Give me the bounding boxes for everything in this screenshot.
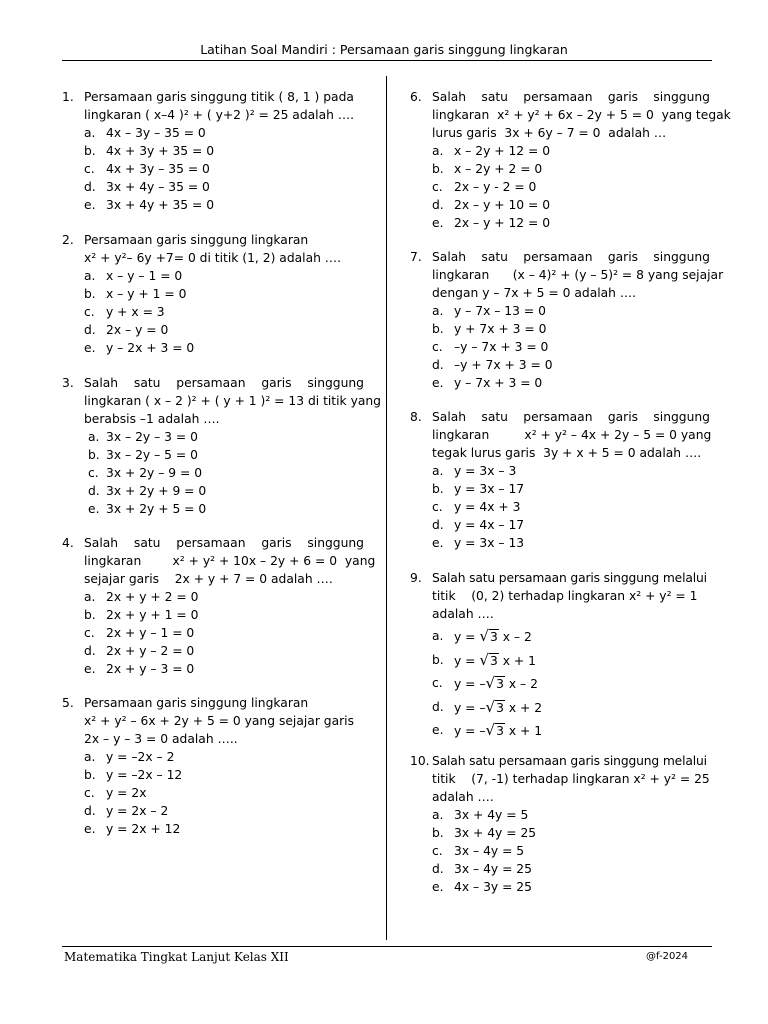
option-a[interactable] (432, 302, 710, 320)
question-number: 5. (62, 696, 74, 710)
option-e[interactable] (84, 820, 364, 838)
option-letter: d. (432, 699, 444, 714)
option-pre: y = – (454, 724, 486, 738)
option-text: y – 7x + 3 = 0 (454, 376, 543, 390)
option-d[interactable] (432, 516, 710, 534)
option-c[interactable] (84, 160, 364, 178)
option-text: 2x – y = 0 (106, 323, 169, 337)
question-number: 9. (410, 571, 422, 585)
option-letter: c. (432, 340, 443, 354)
question-stem-line: x² + y² – 6x + 2y + 5 = 0 yang sejajar garis (84, 714, 355, 728)
option-pre: y = (454, 653, 480, 668)
question-stem-line: lingkaran ( x–4 )² + ( y+2 )² = 25 adalah …. (84, 108, 355, 122)
option-letter: a. (84, 269, 96, 283)
option-b[interactable] (84, 766, 364, 784)
option-letter: d. (432, 862, 444, 876)
question-number: 2. (62, 233, 74, 247)
option-letter: d. (432, 358, 444, 372)
question-stem-line: Salah satu persamaan garis singgung (84, 376, 364, 390)
option-letter: d. (84, 644, 96, 658)
option-text: 2x – y + 10 = 0 (454, 198, 551, 212)
option-e[interactable] (432, 721, 710, 745)
option-letter: d. (84, 180, 96, 194)
option-b[interactable] (84, 606, 364, 624)
option-text: 2x + y – 1 = 0 (106, 626, 195, 640)
option-c[interactable] (84, 303, 364, 321)
option-text (454, 651, 536, 670)
question-stem-line: titik (7, -1) terhadap lingkaran x² + y² = 25 (432, 772, 710, 786)
option-letter: b. (432, 322, 444, 336)
option-letter: c. (432, 676, 443, 690)
option-b[interactable] (432, 160, 710, 178)
footer-divider (62, 946, 712, 947)
option-e[interactable] (84, 500, 364, 518)
option-e[interactable] (432, 214, 710, 232)
option-e[interactable] (84, 339, 364, 357)
option-letter: c. (84, 305, 95, 319)
option-c[interactable] (84, 624, 364, 642)
option-d[interactable] (84, 802, 364, 820)
option-letter: d. (432, 518, 444, 532)
question-stem-line: adalah …. (432, 790, 494, 804)
question-stem-line: lingkaran x² + y² + 6x – 2y + 5 = 0 yang tegak (432, 108, 731, 122)
option-c[interactable] (432, 842, 710, 860)
option-letter: e. (88, 502, 100, 516)
question-stem-line: titik (0, 2) terhadap lingkaran x² + y² = 1 (432, 589, 698, 603)
option-text: 3x + 4y = 5 (454, 808, 529, 822)
question-stem-line: sejajar garis 2x + y + 7 = 0 adalah …. (84, 572, 333, 586)
option-text: 3x + 2y + 9 = 0 (106, 484, 207, 498)
option-post: x – 2 (498, 630, 532, 644)
option-letter: e. (432, 536, 444, 550)
option-text: 4x – 3y = 25 (454, 880, 532, 894)
option-text: 4x – 3y – 35 = 0 (106, 126, 206, 140)
option-e[interactable] (84, 196, 364, 214)
option-post: x + 1 (498, 653, 536, 668)
option-text: 2x + y + 2 = 0 (106, 590, 199, 604)
option-post: x + 2 (504, 700, 543, 715)
question-stem-line: Salah satu persamaan garis singgung melalui (432, 754, 707, 768)
option-text: y = 2x + 12 (106, 822, 181, 836)
question-stem-line: lingkaran x² + y² + 10x – 2y + 6 = 0 yang (84, 554, 376, 568)
question-stem-line: x² + y²– 6y +7= 0 di titik (1, 2) adalah …. (84, 251, 342, 265)
option-text: 3x – 4y = 25 (454, 862, 532, 876)
option-text: 3x – 4y = 5 (454, 844, 525, 858)
option-e[interactable] (84, 660, 364, 678)
option-text: y – 2x + 3 = 0 (106, 341, 195, 355)
option-pre: y = – (454, 700, 486, 715)
option-text: 2x + y – 2 = 0 (106, 644, 195, 658)
option-b[interactable] (432, 824, 710, 842)
question-number: 1. (62, 90, 74, 104)
option-text (454, 627, 532, 646)
option-text: 2x + y + 1 = 0 (106, 608, 199, 622)
option-c[interactable] (84, 784, 364, 802)
question-stem-line: Persamaan garis singgung titik ( 8, 1 ) pada (84, 90, 354, 104)
footer-course-title: Matematika Tingkat Lanjut Kelas XII (64, 950, 289, 964)
option-letter: a. (432, 464, 444, 478)
sqrt-icon: √ (485, 697, 496, 716)
option-b[interactable] (84, 446, 364, 464)
option-b[interactable] (84, 142, 364, 160)
radicand: 3 (496, 724, 504, 738)
option-letter: c. (432, 500, 443, 514)
option-a[interactable] (84, 124, 364, 142)
option-a[interactable] (84, 748, 364, 766)
option-text: y + 7x + 3 = 0 (454, 322, 547, 336)
option-a[interactable] (432, 806, 710, 824)
option-c[interactable] (84, 464, 364, 482)
option-letter: b. (432, 826, 444, 840)
option-letter: e. (432, 216, 444, 230)
option-b[interactable] (432, 480, 710, 498)
question-stem-line: tegak lurus garis 3y + x + 5 = 0 adalah …. (432, 446, 702, 460)
option-letter: d. (88, 484, 100, 498)
option-text: y = –2x – 12 (106, 768, 183, 782)
sqrt-icon: √ (485, 721, 496, 739)
option-a[interactable] (432, 627, 710, 651)
option-c[interactable] (432, 178, 710, 196)
question-stem-line: 2x – y – 3 = 0 adalah ….. (84, 732, 238, 746)
question-stem-line: Persamaan garis singgung lingkaran (84, 696, 309, 710)
option-letter: e. (432, 880, 444, 894)
option-post: x – 2 (504, 677, 538, 691)
option-d[interactable] (432, 860, 710, 878)
option-text: 4x + 3y – 35 = 0 (106, 162, 210, 176)
question-stem-line: lurus garis 3x + 6y – 7 = 0 adalah … (432, 126, 667, 140)
option-text: 3x + 4y – 35 = 0 (106, 180, 210, 194)
option-c[interactable] (432, 498, 710, 516)
question-stem-line: Persamaan garis singgung lingkaran (84, 233, 309, 247)
option-text: y = 2x (106, 786, 147, 800)
option-text: 3x + 2y + 5 = 0 (106, 502, 207, 516)
option-text: –y + 7x + 3 = 0 (454, 358, 553, 372)
radicand: 3 (496, 700, 504, 715)
option-letter: e. (84, 822, 96, 836)
sqrt-icon: √ (479, 650, 489, 669)
question-stem-line: Salah satu persamaan garis singgung (432, 410, 710, 424)
option-letter: c. (84, 626, 95, 640)
sqrt-icon: √ (485, 674, 496, 692)
option-text: x – y – 1 = 0 (106, 269, 183, 283)
option-letter: e. (432, 376, 444, 390)
option-a[interactable] (84, 267, 364, 285)
option-a[interactable] (84, 588, 364, 606)
question-stem-line: lingkaran ( x – 2 )² + ( y + 1 )² = 13 di titik yang (84, 394, 381, 408)
option-letter: b. (84, 144, 96, 158)
option-text (454, 721, 542, 740)
footer-author-tag: @f-2024 (646, 951, 689, 962)
option-b[interactable] (432, 651, 710, 675)
page-title: Latihan Soal Mandiri : Persamaan garis singgung lingkaran (200, 42, 568, 57)
option-letter: e. (84, 198, 96, 212)
question-stem-line: lingkaran x² + y² – 4x + 2y – 5 = 0 yang (432, 428, 712, 442)
question-number: 6. (410, 90, 422, 104)
option-d[interactable] (84, 482, 364, 500)
column-divider (386, 76, 387, 940)
option-letter: a. (84, 750, 96, 764)
option-pre: y = (454, 630, 480, 644)
option-letter: e. (84, 662, 96, 676)
option-letter: b. (84, 608, 96, 622)
option-d[interactable] (432, 356, 710, 374)
option-text: 3x + 2y – 9 = 0 (106, 466, 203, 480)
option-letter: a. (84, 590, 96, 604)
option-e[interactable] (432, 374, 710, 392)
option-letter: a. (88, 430, 100, 444)
header-divider (62, 60, 712, 61)
option-text: 2x + y – 3 = 0 (106, 662, 195, 676)
option-text: 2x – y - 2 = 0 (454, 180, 537, 194)
option-letter: d. (84, 804, 96, 818)
option-c[interactable] (432, 338, 710, 356)
question-number: 7. (410, 250, 422, 264)
option-text: x – 2y + 2 = 0 (454, 162, 543, 176)
radicand: 3 (489, 653, 498, 668)
option-letter: a. (432, 304, 444, 318)
question-stem-line: adalah …. (432, 607, 494, 621)
option-text: y = 3x – 13 (454, 536, 525, 550)
question-stem-line: lingkaran (x – 4)² + (y – 5)² = 8 yang sejajar (432, 268, 724, 282)
option-letter: d. (432, 198, 444, 212)
option-d[interactable] (84, 178, 364, 196)
option-pre: y = – (454, 677, 486, 691)
option-e[interactable] (432, 534, 710, 552)
option-text: x – 2y + 12 = 0 (454, 144, 551, 158)
option-a[interactable] (432, 142, 710, 160)
option-letter: c. (88, 466, 99, 480)
option-letter: b. (84, 768, 96, 782)
question-stem-line: Salah satu persamaan garis singgung (432, 90, 710, 104)
question-number: 10. (410, 754, 430, 768)
option-text: 2x – y + 12 = 0 (454, 216, 551, 230)
question-stem-line: dengan y – 7x + 5 = 0 adalah …. (432, 286, 637, 300)
option-post: x + 1 (504, 724, 543, 738)
option-text: y = –2x – 2 (106, 750, 175, 764)
option-text (454, 674, 538, 693)
option-d[interactable] (432, 196, 710, 214)
option-a[interactable] (84, 428, 364, 446)
option-letter: b. (84, 287, 96, 301)
option-letter: a. (432, 144, 444, 158)
option-d[interactable] (432, 698, 710, 722)
question-stem-line: Salah satu persamaan garis singgung (432, 250, 710, 264)
question-stem-line: Salah satu persamaan garis singgung (84, 536, 364, 550)
question-number: 8. (410, 410, 422, 424)
option-text: y = 3x – 17 (454, 482, 525, 496)
option-d[interactable] (84, 642, 364, 660)
option-d[interactable] (84, 321, 364, 339)
option-letter: c. (84, 162, 95, 176)
option-letter: e. (84, 341, 96, 355)
option-text: 3x – 2y – 3 = 0 (106, 430, 198, 444)
question-number: 3. (62, 376, 74, 390)
option-text: y = 2x – 2 (106, 804, 169, 818)
option-text: –y – 7x + 3 = 0 (454, 340, 549, 354)
option-letter: a. (432, 629, 444, 643)
option-letter: e. (432, 723, 444, 737)
option-e[interactable] (432, 878, 710, 896)
option-b[interactable] (84, 285, 364, 303)
option-text: y = 3x – 3 (454, 464, 517, 478)
option-b[interactable] (432, 320, 710, 338)
option-letter: c. (84, 786, 95, 800)
question-stem-line: Salah satu persamaan garis singgung melalui (432, 571, 707, 585)
radicand: 3 (489, 630, 498, 644)
option-c[interactable] (432, 674, 710, 698)
option-a[interactable] (432, 462, 710, 480)
option-text: 3x + 4y + 35 = 0 (106, 198, 215, 212)
option-text: y = 4x + 3 (454, 500, 521, 514)
option-letter: c. (432, 844, 443, 858)
option-text: 3x – 2y – 5 = 0 (106, 448, 198, 462)
option-text: y – 7x – 13 = 0 (454, 304, 546, 318)
option-letter: d. (84, 323, 96, 337)
option-letter: b. (88, 448, 100, 462)
option-text: y = 4x – 17 (454, 518, 525, 532)
option-text: 3x + 4y = 25 (454, 826, 537, 840)
sqrt-icon: √ (479, 627, 489, 645)
question-number: 4. (62, 536, 74, 550)
option-text (454, 698, 542, 717)
option-letter: b. (432, 482, 444, 496)
option-text: y + x = 3 (106, 305, 165, 319)
option-letter: c. (432, 180, 443, 194)
option-letter: a. (432, 808, 444, 822)
option-letter: a. (84, 126, 96, 140)
option-letter: b. (432, 652, 444, 667)
option-letter: b. (432, 162, 444, 176)
option-text: 4x + 3y + 35 = 0 (106, 144, 215, 158)
option-text: x – y + 1 = 0 (106, 287, 187, 301)
radicand: 3 (496, 677, 504, 691)
question-stem-line: berabsis –1 adalah …. (84, 412, 220, 426)
